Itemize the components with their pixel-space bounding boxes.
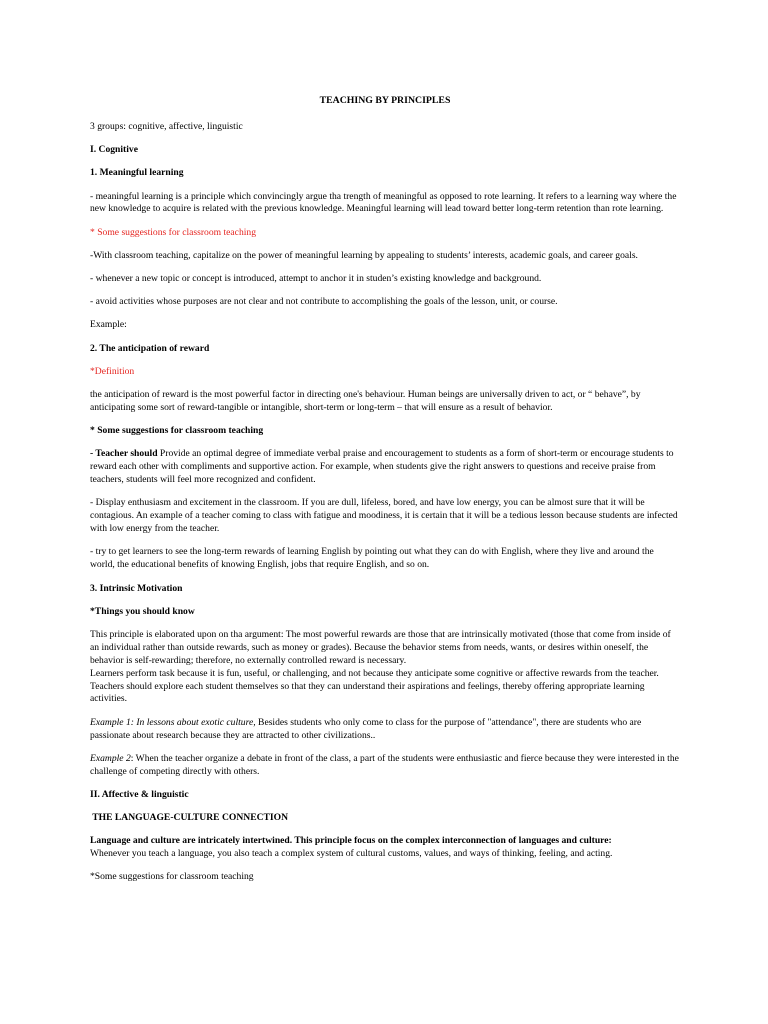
things-you-should-know: *Things you should know — [90, 605, 195, 617]
paragraph-meaningful-definition: - meaningful learning is a principle which convincingly argue tha trength of meaningful as opposed to rote learning. It refers to a learning way where the new knowledge to acquire is related with the previous knowledge. Meaningful learning will lead toward better long-term retention than rote learning. — [90, 190, 677, 215]
paragraph-suggestion-2: - whenever a new topic or concept is introduced, attempt to anchor it in studen’s existing knowledge and background. — [90, 273, 542, 285]
document-page — [90, 95, 680, 895]
paragraph-reward-definition: the anticipation of reward is the most powerful factor in directing one's behaviour. Human beings are universally driven to act, or “ behave”, by anticipating some sort of reward-tangible or intangible, short-term or long-term – that will ensure as a result of behavior. — [90, 389, 641, 413]
example-2-text: : When the teacher organize a debate in front of the class, a part of the students were enthusiastic and fierce because they were interested in the challenge of competing directly with others. — [90, 752, 679, 777]
paragraph-suggestion-1: -With classroom teaching, capitalize on the power of meaningful learning by appealing to students’ interests, academic goals, and career goals. — [90, 249, 638, 261]
reward-suggestion-1-text: Provide an optimal degree of immediate verbal praise and encouragement to students as a form of short-term or encourage students to reward each other with compliments and supportive action. For example, when students give the right answers to questions and receive praise from teachers, students will feel more recognized and confident. — [90, 448, 674, 486]
paragraph-intrinsic-1: This principle is elaborated upon on tha argument: The most powerful rewards are those that are intrinsically motivated (those that come from inside of an individual rather than outside rewards, such as money or grades). Because the behavior stems from needs, wants, or desires within oneself, the behavior is self-rewarding; therefore, no externally controlled reward is necessary. — [90, 628, 671, 666]
paragraph-intrinsic-2: Learners perform task because it is fun, useful, or challenging, and not because they anticipate some cognitive or affective rewards from the teacher. Teachers should explore each student themselves so that they can understand their aspirations and feelings, thereby offering appropriate learning activities. — [90, 667, 659, 705]
paragraph-reward-suggestion-2: - Display enthusiasm and excitement in the classroom. If you are dull, lifeless, bored, and have low energy, you can be almost sure that it will be contagious. An example of a teacher coming to class with fatigue and moodiness, it is certain that it will be a tedious lesson because students are infected with low energy from the teacher. — [90, 497, 678, 535]
example-1-label: Example 1: In lessons about exotic culture, — [90, 716, 256, 728]
definition-label-red: *Definition — [90, 365, 135, 377]
example-2-label: Example 2 — [90, 752, 131, 764]
section-heading-affective: II. Affective & linguistic — [90, 788, 189, 800]
culture-text: Whenever you teach a language, you also teach a complex system of cultural customs, values, and ways of thinking, feeling, and acting. — [90, 848, 613, 860]
intro-text: 3 groups: cognitive, affective, linguistic — [90, 120, 243, 132]
document-title: TEACHING BY PRINCIPLES — [319, 95, 451, 106]
heading-anticipation-of-reward: 2. The anticipation of reward — [90, 342, 210, 354]
suggestions-heading-last: *Some suggestions for classroom teaching — [90, 871, 254, 883]
heading-intrinsic-motivation: 3. Intrinsic Motivation — [90, 582, 183, 594]
paragraph-reward-suggestion-1 — [90, 448, 680, 487]
example-1-text: Besides students who only come to class for the purpose of "attendance", there are students who are passionate about research because they are attracted to other civilizations.. — [90, 716, 642, 741]
suggestions-heading-bold: * Some suggestions for classroom teaching — [90, 425, 264, 437]
suggestions-heading-red: * Some suggestions for classroom teaching — [90, 226, 256, 238]
example-label: Example: — [90, 319, 127, 331]
heading-language-culture: THE LANGUAGE-CULTURE CONNECTION — [90, 812, 289, 824]
paragraph-reward-suggestion-3: - try to get learners to see the long-term rewards of learning English by pointing out what they can do with English, where they live and around the world, the educational benefits of knowing English, jobs that require English, and so on. — [90, 546, 654, 571]
paragraph-example-1 — [90, 717, 680, 743]
culture-bold-text: Language and culture are intricately intertwined. This principle focus on the complex interconnection of languages and culture: — [90, 835, 612, 847]
heading-meaningful-learning: 1. Meaningful learning — [90, 167, 184, 179]
paragraph-example-2 — [90, 753, 680, 779]
teacher-should-label: - Teacher should — [90, 448, 158, 460]
paragraph-culture — [90, 835, 680, 861]
section-heading-cognitive: I. Cognitive — [90, 144, 138, 156]
paragraph-suggestion-3: - avoid activities whose purposes are not clear and not contribute to accomplishing the goals of the lesson, unit, or course. — [90, 296, 558, 308]
